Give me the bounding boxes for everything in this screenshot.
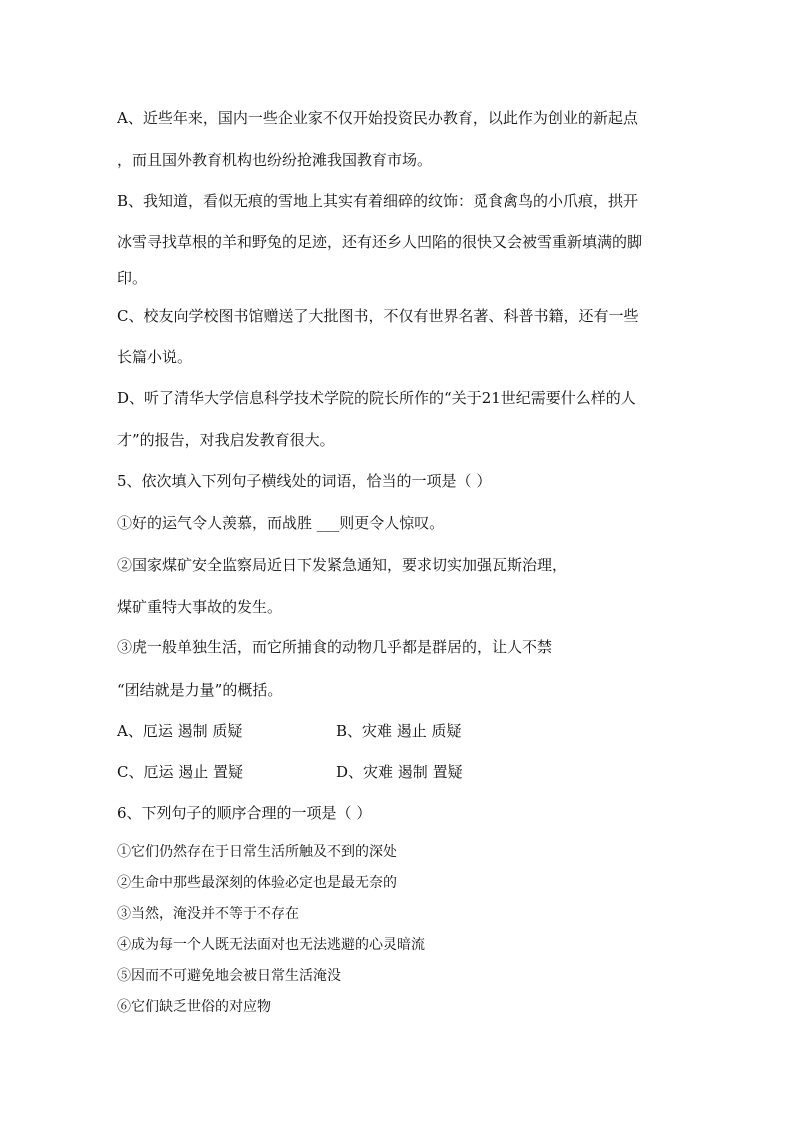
q5-option-c: C、厄运 遏止 置疑 bbox=[117, 763, 244, 781]
q4-option-b-line1: B、我知道，看似无痕的雪地上其实有着细碎的纹饰：觅食禽鸟的小爪痕，拱开 bbox=[117, 192, 639, 210]
q5-sentence-1: ①好的运气令人羡慕，而战胜 ___则更令人惊叹。 bbox=[117, 514, 445, 532]
q6-sentence-1: ①它们仍然存在于日常生活所触及不到的深处 bbox=[117, 844, 397, 860]
q6-sentence-3: ③当然，淹没并不等于不存在 bbox=[117, 906, 299, 922]
q5-sentence-2-line2: 煤矿重特大事故的发生。 bbox=[117, 598, 283, 616]
q4-option-d-line2: 才”的报告，对我启发教育很大。 bbox=[117, 431, 335, 449]
q5-sentence-3-line1: ③虎一般单独生活，而它所捕食的动物几乎都是群居的，让人不禁 bbox=[117, 638, 553, 656]
q6-sentence-4: ④成为每一个人既无法面对也无法逃避的心灵暗流 bbox=[117, 937, 425, 953]
q5-stem: 5、依次填入下列句子横线处的词语，恰当的一项是（ ） bbox=[117, 472, 492, 490]
q6-sentence-2: ②生命中那些最深刻的体验必定也是最无奈的 bbox=[117, 875, 397, 891]
q4-option-b-line2: 冰雪寻找草根的羊和野兔的足迹，还有还乡人凹陷的很快又会被雪重新填满的脚 bbox=[117, 233, 643, 251]
q6-stem: 6、下列句子的顺序合理的一项是（ ） bbox=[117, 804, 372, 822]
q4-option-b-line3: 印。 bbox=[117, 269, 148, 287]
q5-sentence-3-line2: “团结就是力量”的概括。 bbox=[117, 681, 283, 699]
q5-option-d: D、灾难 遏制 置疑 bbox=[336, 763, 463, 781]
q4-option-a-line2: ，而且国外教育机构也纷纷抢滩我国教育市场。 bbox=[117, 151, 433, 169]
q6-sentence-6: ⑥它们缺乏世俗的对应物 bbox=[117, 999, 271, 1015]
q4-option-a-line1: A、近些年来，国内一些企业家不仅开始投资民办教育，以此作为创业的新起点 bbox=[117, 109, 638, 127]
q4-option-c-line1: C、校友向学校图书馆赠送了大批图书，不仅有世界名著、科普书籍，还有一些 bbox=[117, 307, 639, 325]
q5-option-b: B、灾难 遏止 质疑 bbox=[336, 722, 462, 740]
q6-sentence-5: ⑤因而不可避免地会被日常生活淹没 bbox=[117, 968, 341, 984]
q4-option-c-line2: 长篇小说。 bbox=[117, 348, 193, 366]
q5-sentence-2-line1: ②国家煤矿安全监察局近日下发紧急通知，要求切实加强瓦斯治理， bbox=[117, 556, 568, 574]
q5-option-a: A、厄运 遏制 质疑 bbox=[117, 722, 243, 740]
q4-option-d-line1: D、听了清华大学信息科学技术学院的院长所作的“关于21世纪需要什么样的人 bbox=[117, 389, 636, 407]
